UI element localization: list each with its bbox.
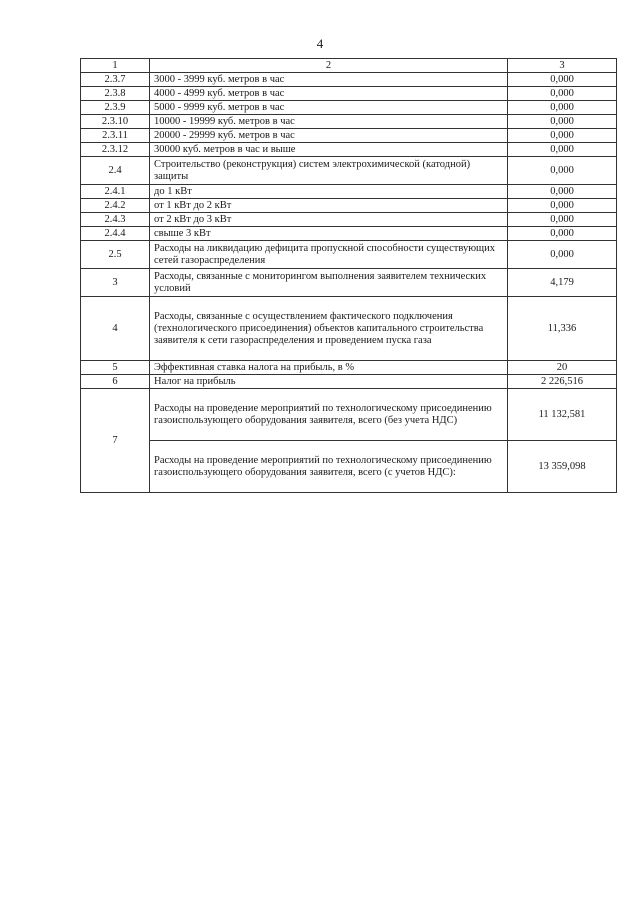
row-number: 3: [81, 269, 150, 297]
header-col-3: 3: [508, 59, 617, 73]
table-row: [81, 361, 617, 375]
table-row: [81, 157, 617, 185]
row-number: 2.4.3: [81, 213, 150, 227]
row-number: 2.3.7: [81, 73, 150, 87]
page-number: 4: [316, 36, 324, 51]
row-value: 0,000: [508, 143, 617, 157]
row-description: Налог на прибыль: [150, 375, 508, 389]
table-row: [81, 441, 617, 493]
table-row: [81, 297, 617, 361]
row-description: 10000 - 19999 куб. метров в час: [150, 115, 508, 129]
row-description: Строительство (реконструкция) систем электрохимической (катодной) защиты: [150, 157, 508, 185]
row-value: 11,336: [508, 297, 617, 361]
table-row: [81, 213, 617, 227]
row-description: Расходы на ликвидацию дефицита пропускной способности существующих сетей газораспределения: [150, 241, 508, 269]
row-description: 4000 - 4999 куб. метров в час: [150, 87, 508, 101]
row-value: 13 359,098: [508, 441, 617, 493]
row-number: 2.3.10: [81, 115, 150, 129]
row-description: Расходы на проведение мероприятий по технологическому присоединению газоиспользующего оборудования заявителя, всего (с учетов НДС):: [150, 441, 508, 493]
row-value: 0,000: [508, 115, 617, 129]
row-description: Расходы на проведение мероприятий по технологическому присоединению газоиспользующего оборудования заявителя, всего (без учета НДС): [150, 389, 508, 441]
row-number: 2.4.4: [81, 227, 150, 241]
table-row: [81, 73, 617, 87]
row-description: до 1 кВт: [150, 185, 508, 199]
table-row: [81, 241, 617, 269]
row-number: 2.4.1: [81, 185, 150, 199]
table-row: [81, 129, 617, 143]
table-row: [81, 375, 617, 389]
row-number: 2.4: [81, 157, 150, 185]
row-number: 7: [81, 389, 150, 493]
row-value: 0,000: [508, 101, 617, 115]
row-number: 2.3.12: [81, 143, 150, 157]
row-description: от 1 кВт до 2 кВт: [150, 199, 508, 213]
row-description: 30000 куб. метров в час и выше: [150, 143, 508, 157]
row-number: 4: [81, 297, 150, 361]
table-row: [81, 143, 617, 157]
row-value: 0,000: [508, 227, 617, 241]
row-number: 2.3.8: [81, 87, 150, 101]
table-header-row: [81, 59, 617, 73]
row-description: 5000 - 9999 куб. метров в час: [150, 101, 508, 115]
row-description: от 2 кВт до 3 кВт: [150, 213, 508, 227]
row-value: 4,179: [508, 269, 617, 297]
row-value: 2 226,516: [508, 375, 617, 389]
row-number: 2.4.2: [81, 199, 150, 213]
table-row: [81, 227, 617, 241]
table-row: [81, 269, 617, 297]
row-value: 0,000: [508, 185, 617, 199]
header-col-2: 2: [150, 59, 508, 73]
row-value: 0,000: [508, 199, 617, 213]
table-row: [81, 389, 617, 441]
row-value: 0,000: [508, 157, 617, 185]
row-value: 0,000: [508, 73, 617, 87]
row-value: 0,000: [508, 87, 617, 101]
row-number: 2.3.9: [81, 101, 150, 115]
row-description: Расходы, связанные с мониторингом выполнения заявителем технических условий: [150, 269, 508, 297]
row-value: 20: [508, 361, 617, 375]
row-value: 0,000: [508, 241, 617, 269]
row-description: 3000 - 3999 куб. метров в час: [150, 73, 508, 87]
row-number: 6: [81, 375, 150, 389]
row-value: 0,000: [508, 129, 617, 143]
table-row: [81, 199, 617, 213]
row-value: 11 132,581: [508, 389, 617, 441]
table-row: [81, 185, 617, 199]
table-row: [81, 101, 617, 115]
row-description: Эффективная ставка налога на прибыль, в %: [150, 361, 508, 375]
row-value: 0,000: [508, 213, 617, 227]
row-number: 5: [81, 361, 150, 375]
row-description: свыше 3 кВт: [150, 227, 508, 241]
row-description: Расходы, связанные с осуществлением фактического подключения (технологического присоединения) объектов капитального строительства заявителя к сети газораспределения и проведением пуска газа: [150, 297, 508, 361]
header-col-1: 1: [81, 59, 150, 73]
row-number: 2.3.11: [81, 129, 150, 143]
row-description: 20000 - 29999 куб. метров в час: [150, 129, 508, 143]
row-number: 2.5: [81, 241, 150, 269]
table-row: [81, 87, 617, 101]
tariff-table: [80, 58, 617, 493]
table-row: [81, 115, 617, 129]
